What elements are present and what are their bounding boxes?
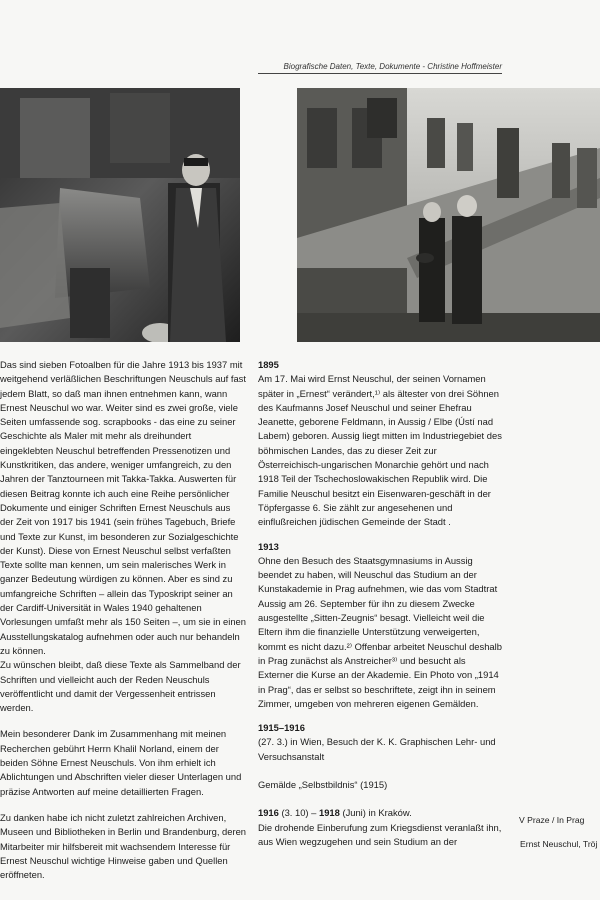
entry-1895	[258, 358, 502, 530]
running-head: Biografische Daten, Texte, Dokumente - Christine Hoffmeister	[283, 62, 502, 71]
photo-caption-prague: V Praze / In Prag	[519, 815, 585, 825]
studio-photograph	[0, 88, 240, 342]
entry-year-end: 1918	[318, 807, 340, 819]
painting-note: Gemälde „Selbstbildnis“ (1915)	[258, 779, 388, 791]
entry-text: Am 17. Mai wird Ernst Neuschul, der seinen Vornamen später in „Ernest“ verändert,¹⁾ als ältester von drei Söhnen des Kaufmanns Josef Neuschul und seiner Ehefrau Jeanette, geborene Feldmann, in Aussig / Elbe (Ústí nad Labem) geboren. Aussig liegt mitten im Industriegebiet des böhmischen Landes, das zu dieser Zeit zur Österreichisch-ungarischen Monarchie gehört und nach 1918 Teil der Tschechoslowakischen Republik wird. Die Familie Neuschul besitzt ein Eisenwaren-geschäft in der Töpfergasse 6. Sie zählt zur angesehenen und einflußreichen jüdischen Gemeinde der Stadt .	[258, 373, 502, 528]
wish-paragraph: Zu wünschen bleibt, daß diese Texte als Sammelband der Schriften und vielleicht auch der Reden Neuschuls veröffentlicht und damit der Vergessenheit entrissen werden.	[0, 659, 241, 714]
right-text-column	[258, 358, 502, 849]
entry-heading	[258, 806, 502, 820]
left-text-column	[0, 358, 246, 882]
archives-paragraph: Zu danken habe ich nicht zuletzt zahlreichen Archiven, Museen und Bibliotheken in Berlin und Brandenburg, deren Mitarbeiter mir hilfsbereit mit wachsendem Interesse für Ernest Neuschul wichtige Hinweise gaben und Quellen eröffneten.	[0, 811, 247, 881]
entry-year: 1916	[258, 807, 279, 819]
entry-date: (3. 10) –	[278, 807, 319, 819]
staircase-photograph	[297, 88, 600, 342]
entry-year: 1913	[258, 540, 279, 552]
entry-text: (27. 3.) in Wien, Besuch der K. K. Graphischen Lehr- und Versuchsanstalt	[258, 736, 496, 762]
entry-year: 1895	[258, 359, 279, 370]
entry-1916-1918	[258, 806, 502, 849]
photo-caption-neuschul: Ernst Neuschul, Tröj	[520, 839, 598, 849]
entry-text: Ohne den Besuch des Staatsgymnasiums in Aussig beendet zu haben, will Neuschul das Studium an der Kunstakademie in Prag aufnehmen, wie das vom Stadtrat Aussig am 26. September für ihn zu diesem Zwecke ausgestellte „Sitten-Zeugnis“ besagt. Vielleicht weil die Eltern ihm die finanzielle Unterstützung verweigerten, kommt es nicht dazu.²⁾ Offenbar arbeitet Neuschul deshalb in Prag zunächst als Anstreicher³⁾ und besucht als Externer die Kurse an der Akademie. Ein Photo von „1914 in Prag“, das er selbst so beschriftete, zeigt ihn in seinem Zimmer, umgeben von mehreren eigenen Gemälden.	[258, 554, 502, 709]
entry-1915-1916	[258, 721, 502, 764]
entry-1913	[258, 540, 502, 712]
entry-year: 1915–1916	[258, 722, 305, 734]
intro-paragraph: Das sind sieben Fotoalben für die Jahre 1913 bis 1937 mit weitgehend verläßlichen Beschriftungen Neuschuls auf fast jedem Blatt, so daß man ihnen entnehmen kann, wann Ernest Neuschul wo war. Weiter sind es zwei große, viele Seiten umfassende sog. scrapbooks - das eine zu seiner Geschichte als Maler mit mehr als dreihundert eingeklebten Neuschul betreffenden Pressenotizen und Kunstkritiken, das andere, weniger umfangreich, zu den Jahren der Tanztourneen mit Takka-Takka. Auswerten für diesen Beitrag konnte ich auch eine Reihe persönlicher Dokumente und einiger Schriften Ernest Neuschuls aus der Zeit von 1917 bis 1941 (sein frühes Tagebuch, Briefe und Texte zur Kunst, im besonderen zur Sozialgeschichte der Kunst). Diese von Ernest Neuschul selbst verfaßten Texte sollte man kennen, um sein malerisches Werk in ganzer Bedeutung würdigen zu können. Aber es sind zu umfangreiche Schriften – allein das Typoskript seiner an der Cardiff-Universität in Wales 1940 gehaltenen Vorlesungen umfaßt mehr als 150 Seiten –, um sie in einen Ausstellungskatalog aufnehmen oder auch nur behandeln zu können.	[0, 359, 246, 656]
header-rule	[258, 73, 502, 74]
entry-place: (Juni) in Kraków.	[339, 807, 412, 819]
entry-text: Die drohende Einberufung zum Kriegsdienst veranlaßt ihn, aus Wien wegzugehen und sein Studium an der	[258, 821, 502, 847]
thanks-paragraph: Mein besonderer Dank im Zusammenhang mit meinen Recherchen gebührt Herrn Khalil Norland, einem der beiden Söhne Ernest Neuschuls. Von ihm erhielt ich Ablichtungen und Abschriften vieler dieser Unterlagen und präzise Antworten auf meine detaillierten Fragen.	[0, 728, 242, 797]
